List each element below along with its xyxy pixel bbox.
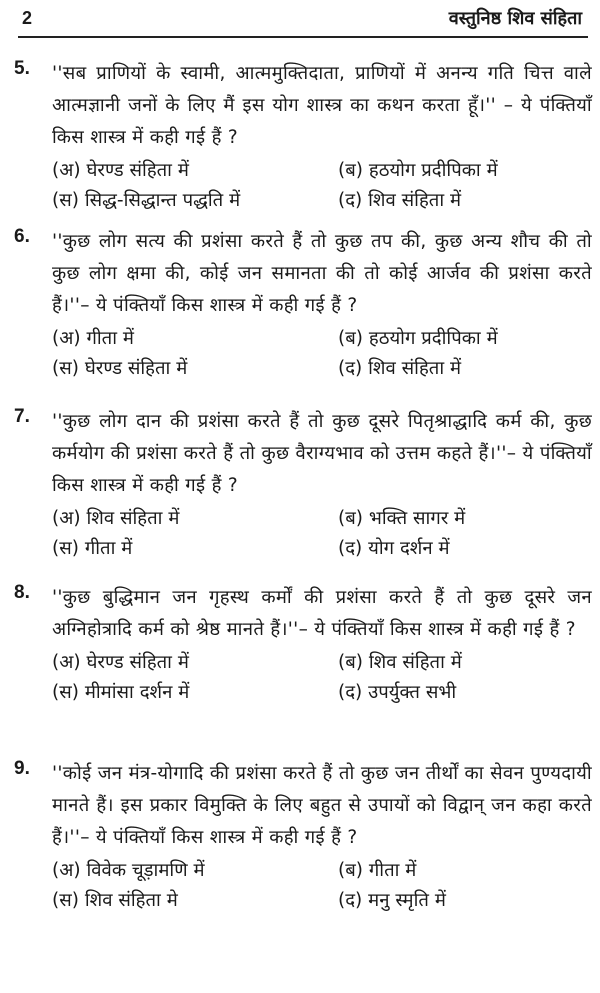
question-5 (14, 58, 592, 216)
option-a: (अ) घेरण्ड संहिता में (52, 160, 189, 181)
option-d: (द) मनु स्मृति में (338, 890, 446, 911)
option-b: (ब) हठयोग प्रदीपिका में (338, 328, 498, 349)
question-9 (14, 758, 592, 916)
question-8 (14, 582, 592, 708)
question-7 (14, 406, 592, 564)
option-a: (अ) विवेक चूड़ामणि में (52, 860, 205, 881)
option-d: (द) योग दर्शन में (338, 538, 450, 559)
options-grid (52, 156, 592, 216)
options-grid (52, 856, 592, 916)
option-b: (ब) शिव संहिता में (338, 652, 462, 673)
options-grid (52, 504, 592, 564)
question-number: 5. (14, 58, 30, 79)
option-c: (स) गीता में (52, 538, 133, 559)
options-grid (52, 648, 592, 708)
option-d: (द) शिव संहिता में (338, 190, 462, 211)
option-a: (अ) घेरण्ड संहिता में (52, 652, 189, 673)
options-grid (52, 324, 592, 384)
option-c: (स) मीमांसा दर्शन में (52, 682, 190, 703)
option-c: (स) सिद्ध-सिद्धान्त पद्धति में (52, 190, 241, 211)
question-6 (14, 226, 592, 384)
page-number: 2 (22, 8, 33, 28)
option-d: (द) उपर्युक्त सभी (338, 682, 457, 703)
question-number: 6. (14, 226, 30, 247)
option-a: (अ) शिव संहिता में (52, 508, 180, 529)
running-title: वस्तुनिष्ठ शिव संहिता (448, 8, 582, 29)
option-d: (द) शिव संहिता में (338, 358, 462, 379)
option-a: (अ) गीता में (52, 328, 134, 349)
question-text: ''कुछ लोग दान की प्रशंसा करते हैं तो कुछ दूसरे पितृश्राद्धादि कर्म की, कुछ कर्मयोग की प्रशंसा करते हैं तो कुछ वैराग्यभाव को उत्तम कहते हैं।''– ये पंक्तियाँ किस शास्त्र में कही गई हैं ? (52, 411, 592, 496)
question-text: ''कोई जन मंत्र-योगादि की प्रशंसा करते हैं तो कुछ जन तीर्थों का सेवन पुण्यदायी मानते हैं। इस प्रकार विमुक्ति के लिए बहुत से उपायों को विद्वान् जन कहा करते हैं।''– ये पंक्तियाँ किस शास्त्र में कही गई हैं ? (52, 763, 592, 848)
page-header (18, 6, 588, 38)
question-number: 8. (14, 582, 30, 603)
question-text: ''सब प्राणियों के स्वामी, आत्ममुक्तिदाता, प्राणियों में अनन्य गति चित्त वाले आत्मज्ञानी जनों के लिए मैं इस योग शास्त्र का कथन करता हूँ।'' – ये पंक्तियाँ किस शास्त्र में कही गई हैं ? (52, 63, 592, 148)
option-c: (स) घेरण्ड संहिता में (52, 358, 188, 379)
question-number: 9. (14, 758, 30, 779)
option-b: (ब) भक्ति सागर में (338, 508, 466, 529)
option-b: (ब) हठयोग प्रदीपिका में (338, 160, 498, 181)
question-text: ''कुछ लोग सत्य की प्रशंसा करते हैं तो कुछ तप की, कुछ अन्य शौच की तो कुछ लोग क्षमा की, कोई जन समानता की तो कोई आर्जव की प्रशंसा करते हैं।''– ये पंक्तियाँ किस शास्त्र में कही गई हैं ? (52, 231, 592, 316)
question-text: ''कुछ बुद्धिमान जन गृहस्थ कर्मों की प्रशंसा करते हैं तो कुछ दूसरे जन अग्निहोत्रादि कर्म को श्रेष्ठ मानते हैं।''– ये पंक्तियाँ किस शास्त्र में कही गई हैं ? (52, 587, 592, 640)
question-number: 7. (14, 406, 30, 427)
option-c: (स) शिव संहिता मे (52, 890, 178, 911)
option-b: (ब) गीता में (338, 860, 417, 881)
